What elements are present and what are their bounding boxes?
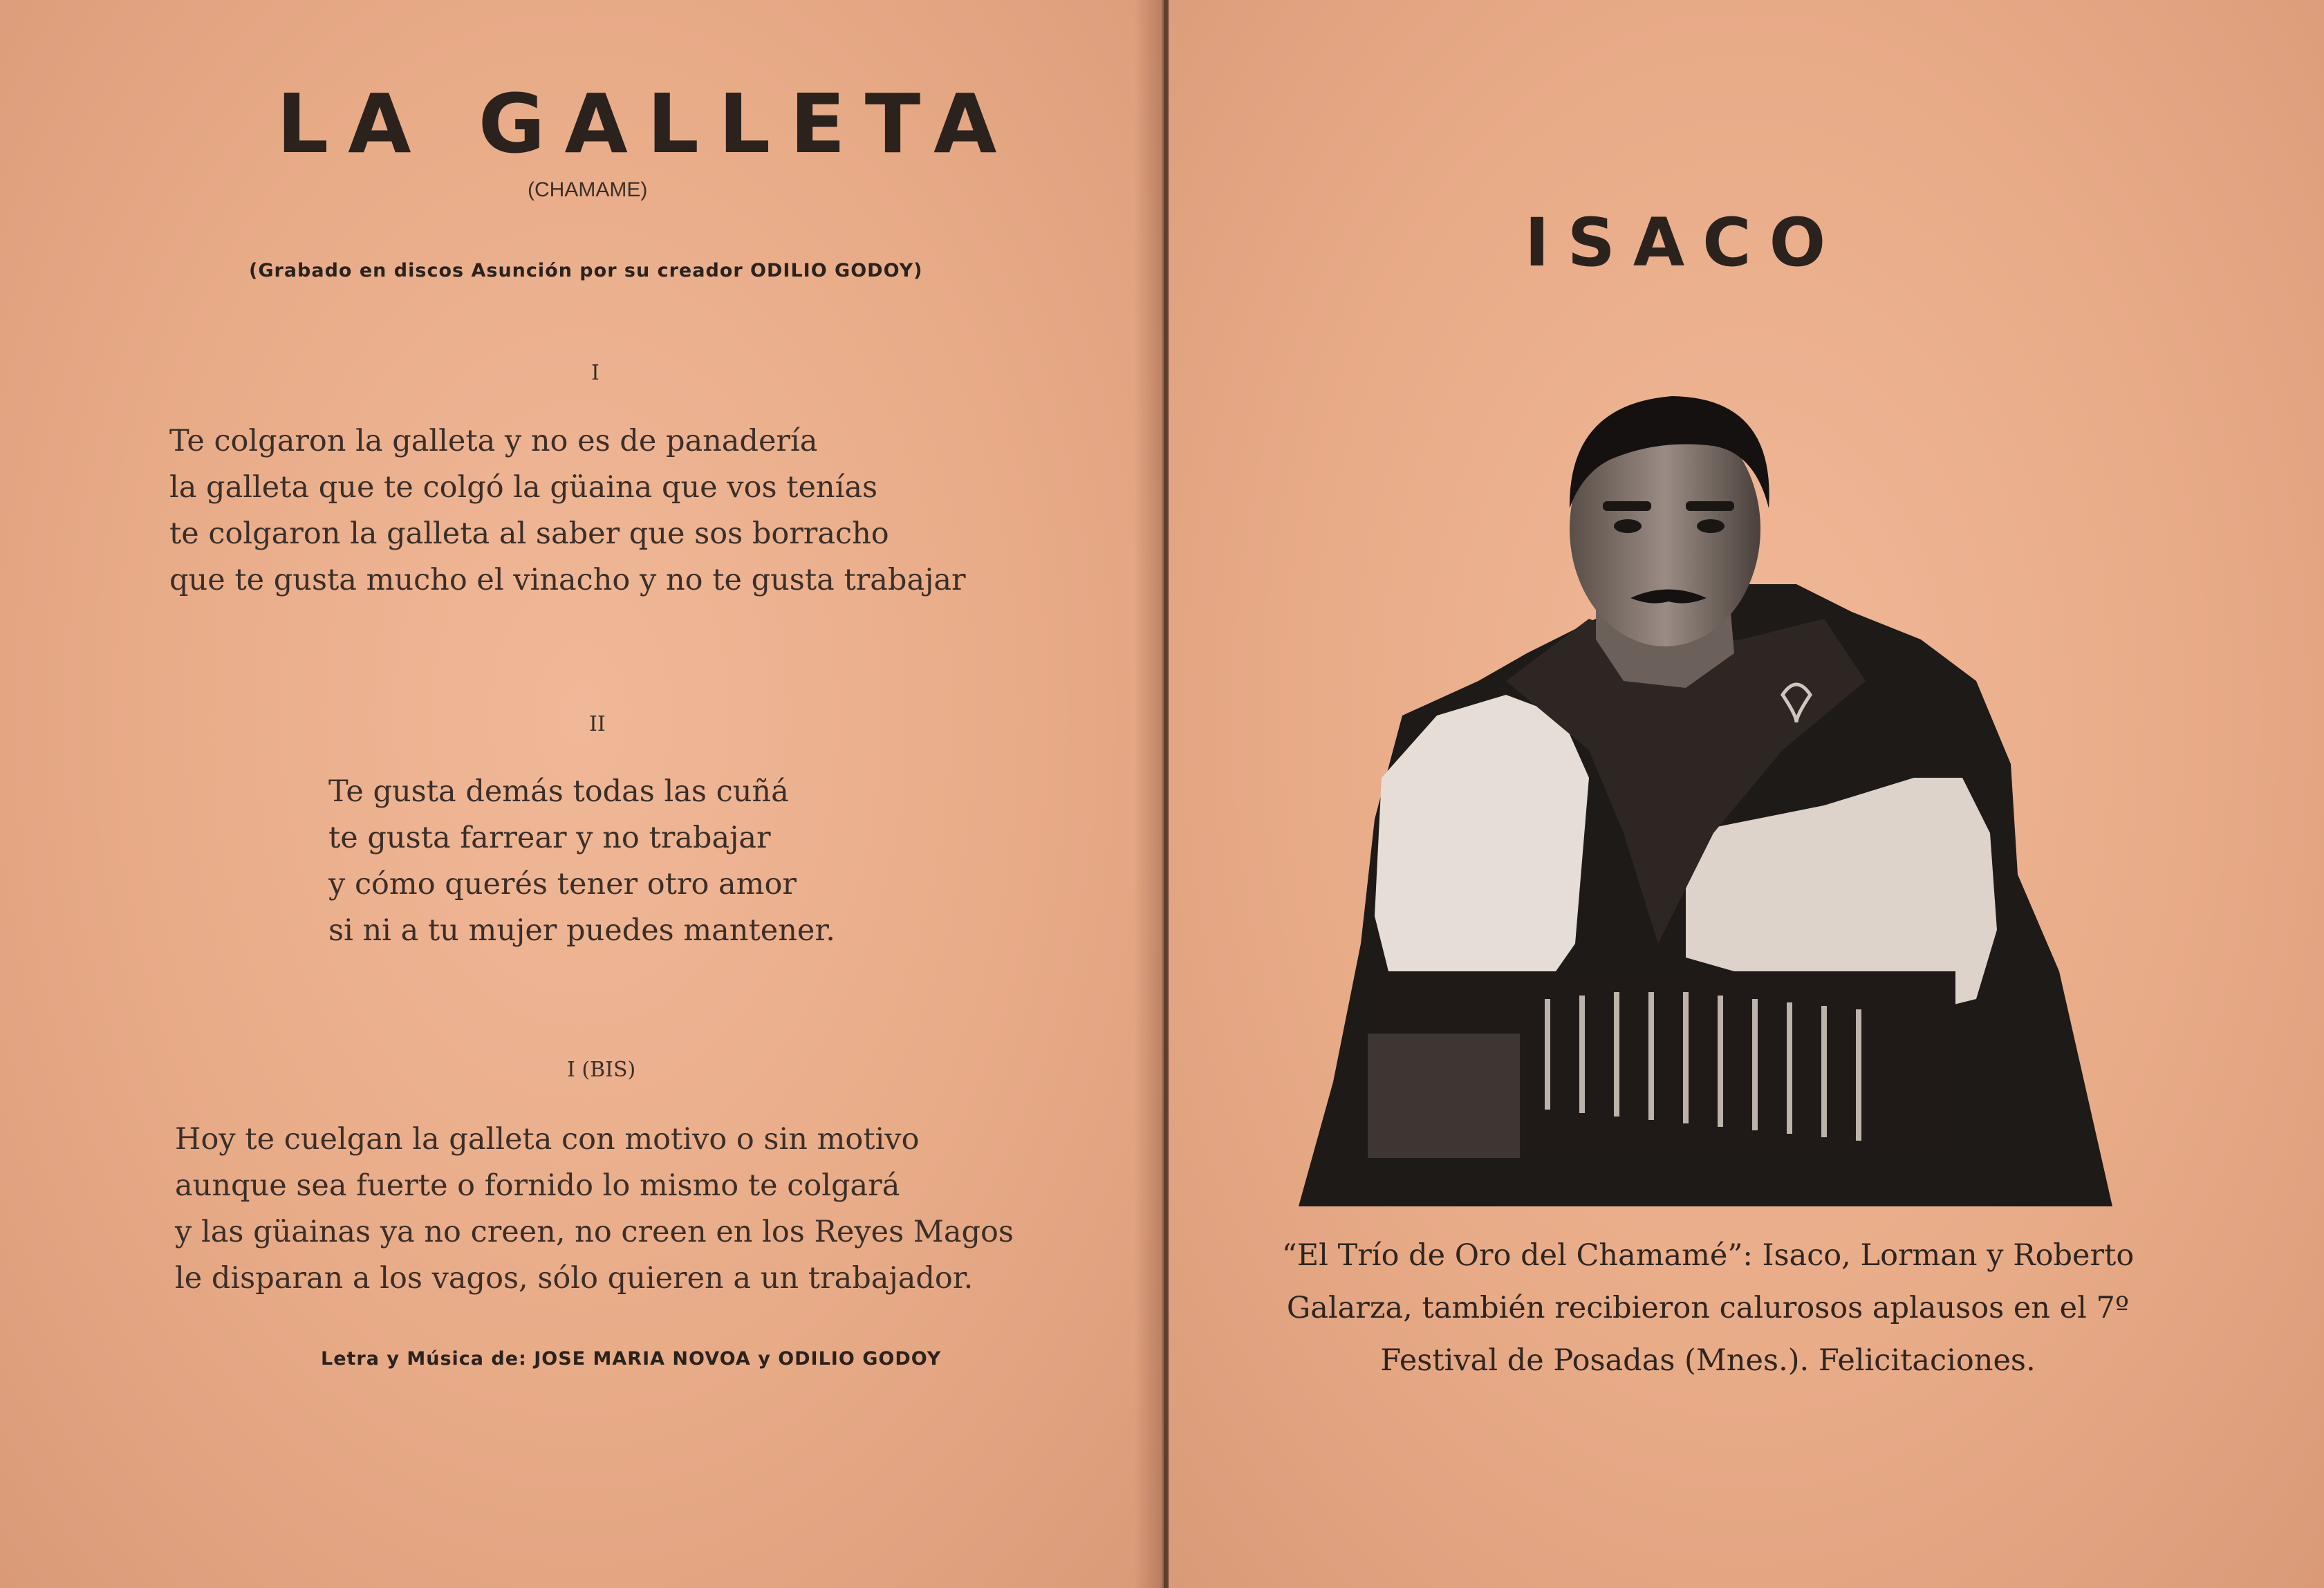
song-title: LA GALLETA bbox=[277, 76, 1016, 171]
verse-line: si ni a tu mujer puedes mantener. bbox=[328, 913, 835, 948]
verse-line: Te gusta demás todas las cuñá bbox=[328, 774, 789, 809]
accordionist-photo bbox=[1299, 391, 2112, 1206]
accordion bbox=[1368, 971, 1955, 1158]
verse-line: la galleta que te colgó la güaina que vos tenías bbox=[169, 470, 878, 505]
right-eye bbox=[1697, 519, 1725, 533]
verse-line: Te colgaron la galleta y no es de panadería bbox=[169, 424, 818, 458]
stanza-1 bbox=[169, 418, 966, 604]
left-eye bbox=[1614, 519, 1642, 533]
stanza-3 bbox=[175, 1117, 1014, 1302]
song-genre: (CHAMAME) bbox=[528, 178, 648, 201]
verse-line: le disparan a los vagos, sólo quieren a un trabajador. bbox=[175, 1261, 974, 1296]
lyrics-credit: Letra y Música de: JOSE MARIA NOVOA y ODILIO GODOY bbox=[321, 1348, 942, 1370]
verse-line: que te gusta mucho el vinacho y no te gusta trabajar bbox=[169, 563, 966, 597]
verse-line: y cómo querés tener otro amor bbox=[328, 867, 797, 902]
photo-caption: “El Trío de Oro del Chamamé”: Isaco, Lorman y Roberto Galarza, también recibieron calurosos aplausos en el 7º Festival de Posadas (Mnes.). Felicitaciones. bbox=[1281, 1238, 2135, 1378]
right-eyebrow bbox=[1686, 501, 1734, 511]
artist-title: ISACO bbox=[1525, 204, 1844, 281]
stanza-2 bbox=[328, 769, 835, 954]
stanza-3-numeral: I (BIS) bbox=[567, 1058, 636, 1082]
verse-line: aunque sea fuerte o fornido lo mismo te colgará bbox=[175, 1168, 900, 1203]
stanza-2-numeral: II bbox=[589, 712, 606, 736]
recording-note: (Grabado en discos Asunción por su creador ODILIO GODOY) bbox=[249, 260, 923, 281]
left-eyebrow bbox=[1603, 501, 1651, 511]
stanza-1-numeral: I bbox=[591, 361, 599, 385]
verse-line: y las güainas ya no creen, no creen en los Reyes Magos bbox=[175, 1215, 1014, 1249]
verse-line: te gusta farrear y no trabajar bbox=[328, 821, 771, 855]
verse-line: Hoy te cuelgan la galleta con motivo o sin motivo bbox=[175, 1122, 920, 1157]
verse-line: te colgaron la galleta al saber que sos borracho bbox=[169, 516, 889, 551]
